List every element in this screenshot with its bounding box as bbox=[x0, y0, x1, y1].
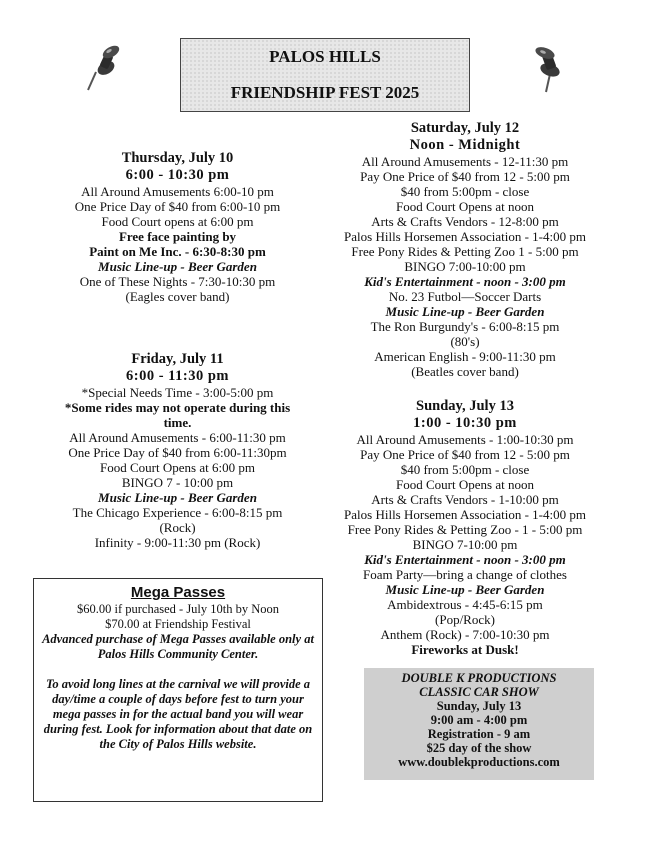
schedule-line: One of These Nights - 7:30-10:30 pm bbox=[79, 274, 276, 289]
schedule-line: Free Pony Rides & Petting Zoo - 1 - 5:00 pm bbox=[347, 522, 583, 537]
mega-passes-title: Mega Passes bbox=[130, 584, 226, 601]
schedule-line: (Pop/Rock) bbox=[435, 612, 495, 627]
schedule-line: BINGO 7 - 10:00 pm bbox=[121, 475, 234, 490]
schedule-line: Kid's Entertainment - noon - 3:00 pm bbox=[364, 274, 566, 289]
pushpin-icon bbox=[84, 44, 124, 94]
title-line-1: PALOS HILLS bbox=[269, 47, 381, 66]
day-time: 6:00 - 11:30 pm bbox=[126, 368, 229, 384]
schedule-line: Fireworks at Dusk! bbox=[411, 642, 519, 657]
schedule-line: Music Line-up - Beer Garden bbox=[385, 582, 545, 597]
schedule-line: One Price Day of $40 from 6:00-11:30pm bbox=[68, 445, 287, 460]
thursday-section bbox=[35, 150, 320, 304]
schedule-line: Anthem (Rock) - 7:00-10:30 pm bbox=[380, 627, 550, 642]
schedule-line: BINGO 7:00-10:00 pm bbox=[404, 259, 526, 274]
schedule-line: American English - 9:00-11:30 pm bbox=[374, 349, 556, 364]
car-show-box bbox=[364, 668, 594, 780]
schedule-line: *Special Needs Time - 3:00-5:00 pm bbox=[81, 385, 274, 400]
mega-passes-box bbox=[33, 578, 323, 802]
schedule-line: All Around Amusements - 1:00-10:30 pm bbox=[356, 432, 574, 447]
schedule-line: All Around Amusements 6:00-10 pm bbox=[81, 184, 274, 199]
schedule-line: (Rock) bbox=[159, 520, 196, 535]
schedule-line: Free face painting by bbox=[118, 229, 237, 244]
schedule-line: Music Line-up - Beer Garden bbox=[98, 259, 257, 274]
day-heading: Sunday, July 13 bbox=[416, 398, 514, 414]
schedule-line: No. 23 Futbol—Soccer Darts bbox=[388, 289, 542, 304]
schedule-line: Food Court Opens at 6:00 pm bbox=[100, 460, 255, 475]
day-heading: Friday, July 11 bbox=[131, 351, 224, 367]
schedule-line: Paint on Me Inc. - 6:30-8:30 pm bbox=[89, 244, 266, 259]
mega-wristband-note: To avoid long lines at the carnival we will provide a day/time a couple of days before fest to turn your mega passes in for the actual band you will wear during fest. Look for information about that date on the City of Palos Hills website. bbox=[43, 677, 313, 751]
car-show-producer: DOUBLE K PRODUCTIONS bbox=[401, 671, 557, 685]
schedule-line: The Ron Burgundy's - 6:00-8:15 pm bbox=[370, 319, 560, 334]
schedule-line: Music Line-up - Beer Garden bbox=[385, 304, 545, 319]
schedule-line: Palos Hills Horsemen Association - 1-4:00 pm bbox=[344, 229, 586, 244]
schedule-line: BINGO 7-10:00 pm bbox=[412, 537, 518, 552]
day-time: 1:00 - 10:30 pm bbox=[413, 415, 517, 431]
schedule-line: The Chicago Experience - 6:00-8:15 pm bbox=[72, 505, 283, 520]
schedule-line: (Beatles cover band) bbox=[411, 364, 519, 379]
schedule-line: $40 from 5:00pm - close bbox=[400, 462, 530, 477]
schedule-line: Arts & Crafts Vendors - 1-10:00 pm bbox=[371, 492, 559, 507]
friday-section bbox=[20, 351, 335, 550]
sunday-section bbox=[320, 398, 610, 657]
schedule-line: Kid's Entertainment - noon - 3:00 pm bbox=[364, 552, 566, 567]
car-show-time: 9:00 am - 4:00 pm bbox=[430, 713, 528, 727]
schedule-line: All Around Amusements - 6:00-11:30 pm bbox=[69, 430, 286, 445]
schedule-line: Infinity - 9:00-11:30 pm (Rock) bbox=[94, 535, 261, 550]
title-line-2: FRIENDSHIP FEST 2025 bbox=[230, 83, 420, 102]
schedule-line: $40 from 5:00pm - close bbox=[400, 184, 530, 199]
schedule-line: Food Court opens at 6:00 pm bbox=[101, 214, 254, 229]
schedule-line: Foam Party—bring a change of clothes bbox=[363, 567, 567, 582]
car-show-registration: Registration - 9 am bbox=[427, 727, 531, 741]
schedule-line: Music Line-up - Beer Garden bbox=[98, 490, 257, 505]
car-show-fee: $25 day of the show bbox=[426, 741, 532, 755]
schedule-line: Food Court Opens at noon bbox=[396, 199, 534, 214]
schedule-line: One Price Day of $40 from 6:00-10 pm bbox=[74, 199, 281, 214]
day-time: Noon - Midnight bbox=[409, 137, 521, 153]
car-show-date: Sunday, July 13 bbox=[436, 699, 522, 713]
schedule-line: *Some rides may not operate during this bbox=[64, 400, 291, 415]
schedule-line: time. bbox=[163, 415, 192, 430]
schedule-line: Pay One Price of $40 from 12 - 5:00 pm bbox=[360, 169, 570, 184]
day-heading: Saturday, July 12 bbox=[410, 120, 520, 136]
schedule-line: (80's) bbox=[450, 334, 480, 349]
saturday-section bbox=[320, 120, 610, 379]
car-show-website[interactable]: www.doublekproductions.com bbox=[398, 755, 560, 769]
schedule-line: Food Court Opens at noon bbox=[396, 477, 534, 492]
day-time: 6:00 - 10:30 pm bbox=[125, 167, 230, 183]
mega-advance-note: Advanced purchase of Mega Passes available only at Palos Hills Community Center. bbox=[42, 632, 314, 661]
pushpin-icon bbox=[528, 44, 568, 94]
mega-price-festival: $70.00 at Friendship Festival bbox=[105, 617, 251, 631]
schedule-line: Pay One Price of $40 from 12 - 5:00 pm bbox=[360, 447, 570, 462]
title-box bbox=[180, 38, 470, 112]
day-heading: Thursday, July 10 bbox=[121, 150, 234, 166]
schedule-line: Free Pony Rides & Petting Zoo 1 - 5:00 pm bbox=[351, 244, 579, 259]
schedule-line: Ambidextrous - 4:45-6:15 pm bbox=[387, 597, 543, 612]
schedule-line: All Around Amusements - 12-11:30 pm bbox=[361, 154, 569, 169]
car-show-title: CLASSIC CAR SHOW bbox=[419, 685, 539, 699]
schedule-line: (Eagles cover band) bbox=[125, 289, 230, 304]
schedule-line: Palos Hills Horsemen Association - 1-4:00 pm bbox=[344, 507, 586, 522]
schedule-line: Arts & Crafts Vendors - 12-8:00 pm bbox=[371, 214, 559, 229]
mega-price-presale: $60.00 if purchased - July 10th by Noon bbox=[76, 602, 280, 616]
